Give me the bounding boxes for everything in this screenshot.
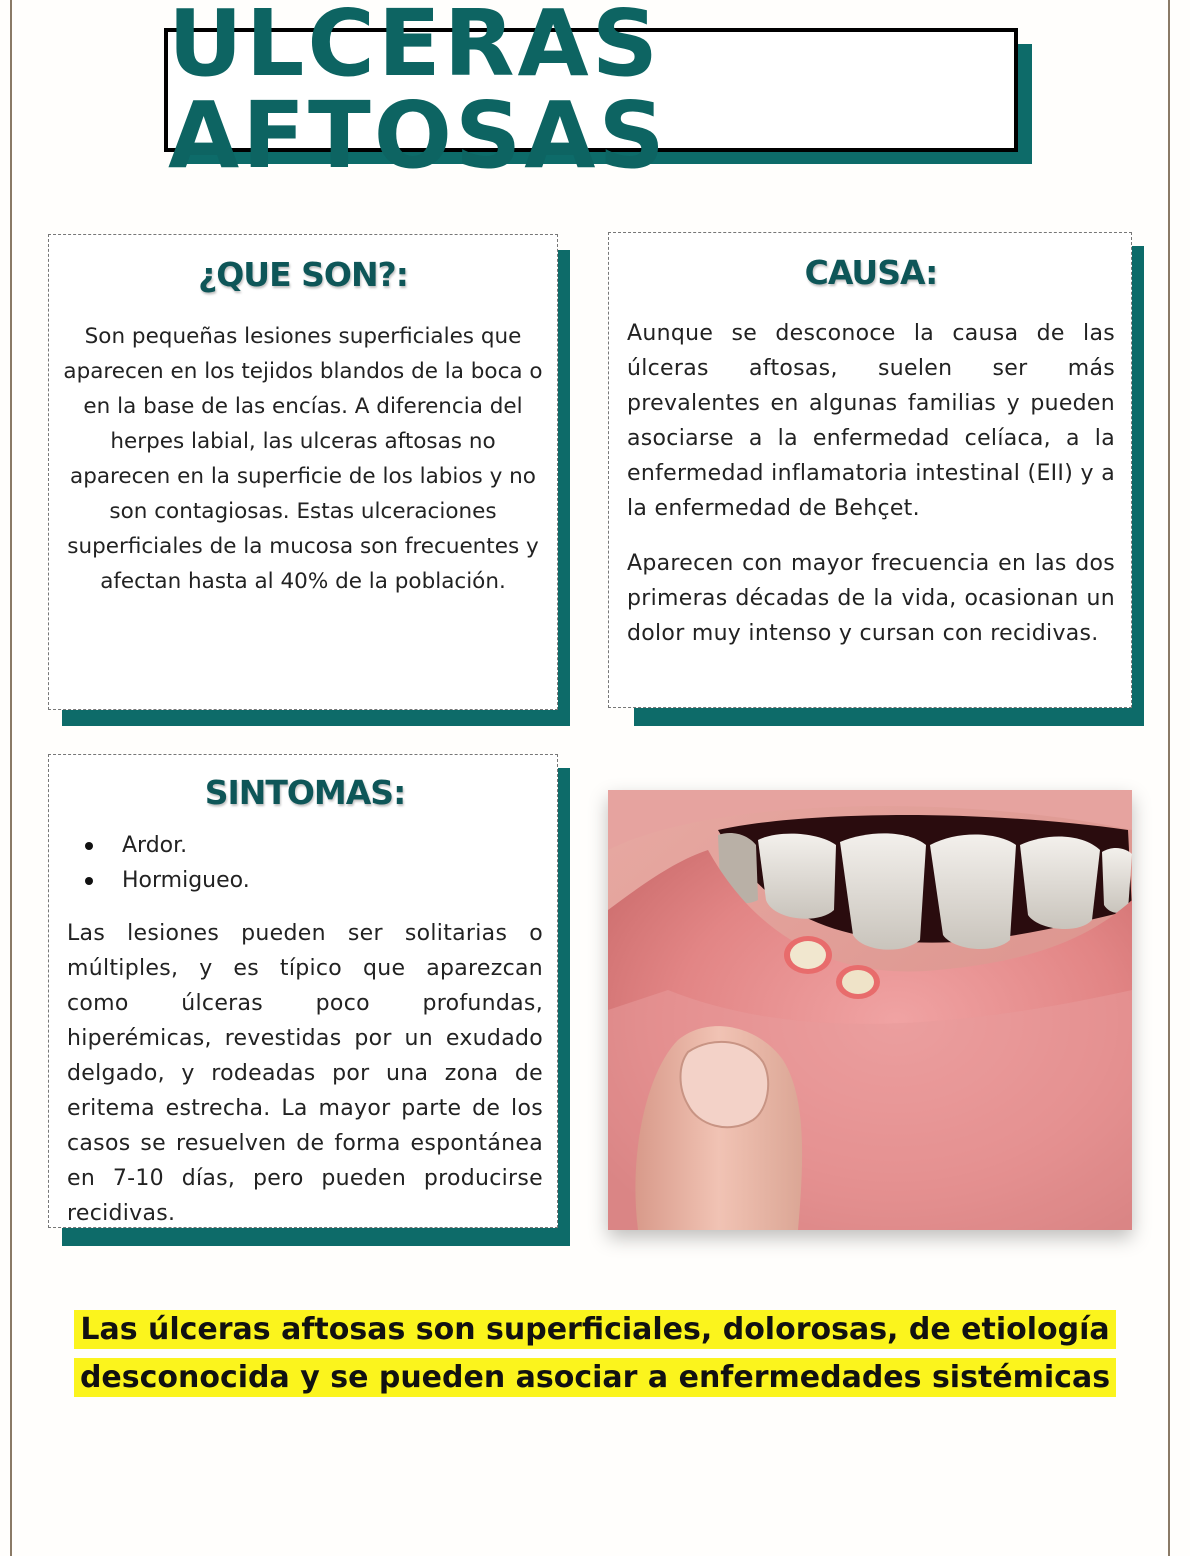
page-title: ULCERAS AFTOSAS <box>168 0 668 189</box>
que-son-text: Son pequeñas lesiones superficiales que aparecen en los tejidos blandos de la boca o en la base de las encías. A diferencia del herpes labial, las ulceras aftosas no aparecen en la superficie de los labios y no son contagiosas. Estas ulceraciones superficiales de la mucosa son frecuentes y afectan hasta al 40% de la población. <box>63 324 543 594</box>
sintomas-card <box>48 754 558 1228</box>
summary-statement <box>60 1306 1130 1402</box>
summary-line-1: Las úlceras aftosas son superficiales, dolorosas, de etiología <box>74 1310 1115 1349</box>
causa-paragraph-2: Aparecen con mayor frecuencia en las dos primeras décadas de la vida, ocasionan un dolor muy intenso y cursan con recidivas. <box>627 551 1115 646</box>
mouth-ulcer-illustration <box>608 790 1132 1230</box>
sintomas-text: Las lesiones pueden ser solitarias o múltiples, y es típico que aparezcan como úlceras poco profundas, hiperémicas, revestidas por un exudado delgado, y rodeadas por una zona de eritema estrecha. La mayor parte de los casos se resuelven de forma espontánea en 7-10 días, pero pueden producirse recidivas. <box>67 921 543 1226</box>
sintomas-bullet-1: Ardor. <box>122 833 188 858</box>
bullet-icon <box>85 877 93 885</box>
summary-line-2: desconocida y se pueden asociar a enfermedades sistémicas <box>74 1358 1116 1397</box>
causa-heading: CAUSA: <box>804 253 938 292</box>
list-item <box>67 828 543 863</box>
causa-paragraph-1: Aunque se desconoce la causa de las úlceras aftosas, suelen ser más prevalentes en algunas familias y pueden asociarse a la enfermedad celíaca, a la enfermedad inflamatoria intestinal (EII) y a la enfermedad de Behçet. <box>627 321 1115 521</box>
title-box <box>164 0 1018 189</box>
que-son-heading: ¿QUE SON?: <box>198 255 408 294</box>
list-item <box>67 863 543 898</box>
bullet-icon <box>85 842 93 850</box>
sintomas-bullet-2: Hormigueo. <box>122 868 250 893</box>
que-son-card <box>48 234 558 710</box>
sintomas-bullet-list <box>67 828 543 898</box>
causa-card <box>608 232 1132 708</box>
sintomas-heading: SINTOMAS: <box>204 773 406 812</box>
mouth-ulcer-photo <box>608 790 1132 1230</box>
